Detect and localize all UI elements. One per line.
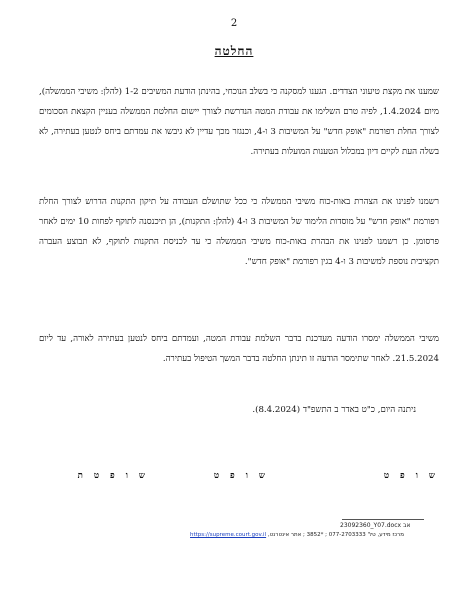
paragraph-1: שמענו את מקצת טיעוני הצדדים. הגענו למסקנה כי בשלב הנוכחי, בהינתן הודעת המשיבים 1-2 (להלן: משיבי הממשלה), מיום 1.4.2024, לפיה טרם השלימו את עבודת המטה הנדרשת לצורך יישום החלטת הממשלה בעניין הקצאת הסכומים לצורך החלת רפורמת "אופק חדש" על המשיבות 3 ו-4, וכנגזר מכך עדיין לא גיבשו את עמדתם ביחס לנטען בעתירה, לא בשלה העת לקיים דיון במכלול הטענות המועלות בעתירה.	[39, 87, 439, 157]
footer-filename: 23092360_Y07.docx אב	[340, 522, 411, 529]
judge-signature: ש ו פ ט	[383, 471, 439, 481]
court-website-link[interactable]: https://supreme.court.gov.il	[190, 532, 267, 538]
judges-signature-row	[39, 470, 439, 484]
footer-contact	[190, 532, 435, 538]
paragraph-2: רשמנו לפנינו את הצהרת באות-כוח משיבי הממשלה כי ככל שתושלם העבודה על תיקון התקנות הדרוש לצורך החלת רפורמת "אופק חדש" על מוסדות הלימוד של המשיבות 3 ו-4 (להלן: התקנות), הן תיכנסנה לתוקף לפחות 10 ימים לאחר פרסומן. כן רשמנו לפנינו את הבהרת באות-כוח משיבי הממשלה כי עד לכניסת התקנות לתוקף, לא תבוצע העברה תקציבית נוספת למשיבות 3 ו-4 בגין רפורמת "אופק חדש".	[39, 197, 439, 267]
page-number: 2	[230, 18, 238, 29]
judge-signature: ש ו פ ט	[213, 471, 269, 481]
issued-date-line: ניתנה היום, כ"ט באדר ב התשפ"ד (8.4.2024).	[252, 405, 416, 415]
judge-signature: ש ו פ ט ת	[77, 471, 149, 481]
footer-divider	[342, 519, 424, 520]
footer-info-text: מרכז מידע, טל' 077-2703333 ; *3852 ; אתר אינטרנט,	[267, 532, 405, 538]
decision-title: החלטה	[214, 44, 254, 58]
paragraph-3: משיבי הממשלה ימסרו הודעה מעדכנת בדבר השלמת עבודת המטה, ועמדתם ביחס לנטען בעתירה לאורה, עד ליום 21.5.2024. לאחר שתימסר הודעה זו תינתן החלטה בדבר המשך הטיפול בעתירה.	[39, 334, 439, 364]
